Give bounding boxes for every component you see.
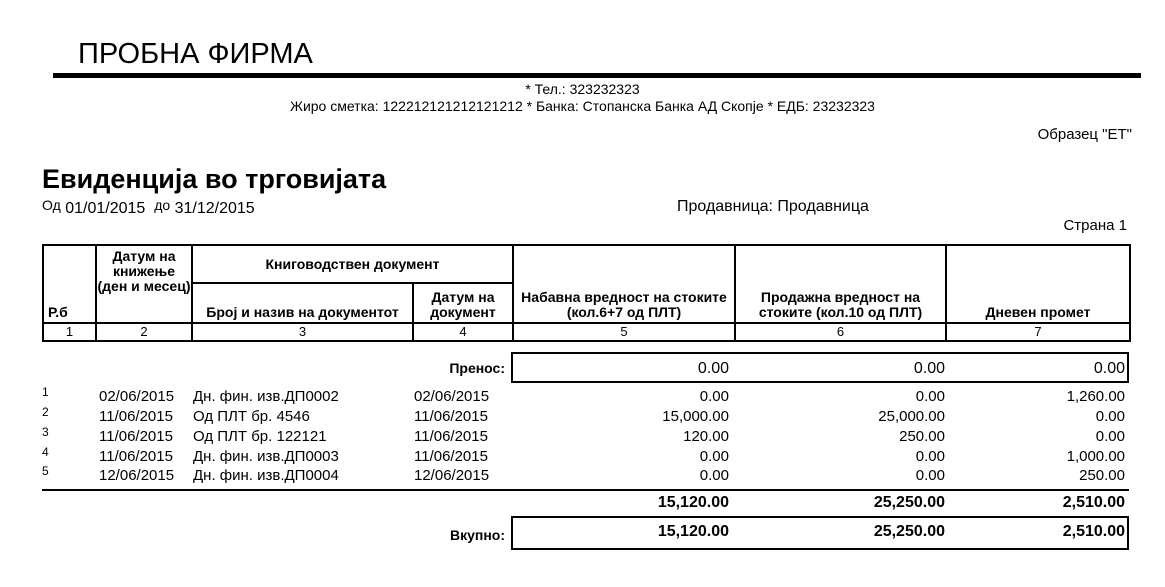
total-purchase: 15,120.00 bbox=[657, 523, 729, 540]
period-from-date: 01/01/2015 bbox=[65, 200, 146, 217]
table-row bbox=[0, 425, 1165, 448]
col-number-2: 2 bbox=[96, 323, 192, 341]
contact-phone: * Тел.: 323232323 bbox=[525, 81, 640, 97]
col-number-1: 1 bbox=[43, 323, 96, 341]
row-document: Од ПЛТ бр. 4546 bbox=[193, 408, 310, 425]
company-name: ПРОБНА ФИРМА bbox=[78, 38, 313, 70]
row-daily: 1,000.00 bbox=[1066, 448, 1125, 465]
row-sale: 25,000.00 bbox=[878, 408, 945, 425]
store-label: Продавница: Продавница bbox=[677, 198, 869, 215]
row-rb: 1 bbox=[42, 385, 49, 399]
header-rb: Р.б bbox=[43, 245, 96, 323]
total-sale: 25,250.00 bbox=[873, 523, 945, 540]
subtotal-daily: 2,510.00 bbox=[1062, 494, 1125, 511]
header-sale-value: Продажна вредност на стоките (кол.10 од ПЛТ) bbox=[735, 245, 946, 323]
row-purchase: 15,000.00 bbox=[662, 408, 729, 425]
row-daily: 0.00 bbox=[1095, 408, 1125, 425]
row-doc-date: 02/06/2015 bbox=[414, 388, 490, 405]
table-row bbox=[0, 464, 1165, 487]
row-posting-date: 02/06/2015 bbox=[99, 388, 175, 405]
row-doc-date: 11/06/2015 bbox=[414, 448, 488, 465]
period-to-label: до bbox=[154, 197, 171, 213]
header-doc-group: Книговодствен документ bbox=[192, 245, 513, 283]
col-number-6: 6 bbox=[735, 323, 946, 341]
row-rb: 4 bbox=[42, 445, 49, 459]
row-purchase: 0.00 bbox=[699, 448, 729, 465]
row-posting-date: 12/06/2015 bbox=[99, 467, 175, 484]
row-posting-date: 11/06/2015 bbox=[99, 408, 173, 425]
row-sale: 250.00 bbox=[899, 428, 945, 445]
row-sale: 0.00 bbox=[915, 448, 945, 465]
row-daily: 1,260.00 bbox=[1066, 388, 1125, 405]
row-purchase: 120.00 bbox=[683, 428, 729, 445]
carry-sale: 0.00 bbox=[913, 360, 945, 377]
table-row bbox=[0, 405, 1165, 428]
row-sale: 0.00 bbox=[915, 467, 945, 484]
carry-label: Пренос: bbox=[449, 360, 505, 376]
row-daily: 0.00 bbox=[1095, 428, 1125, 445]
carry-box bbox=[511, 352, 1129, 383]
row-document: Дн. фин. изв.ДП0004 bbox=[193, 467, 339, 484]
header-posting-date: Датум на книжење (ден и месец) bbox=[96, 245, 192, 323]
table-row bbox=[0, 385, 1165, 408]
total-box bbox=[511, 516, 1129, 550]
subtotal-rule bbox=[42, 489, 1129, 491]
col-number-4: 4 bbox=[413, 323, 513, 341]
row-document: Дн. фин. изв.ДП0003 bbox=[193, 448, 339, 465]
period-to-date: 31/12/2015 bbox=[174, 200, 255, 217]
report-title: Евиденција во трговијата bbox=[42, 164, 387, 194]
page-number: Страна 1 bbox=[1063, 217, 1127, 234]
report-period bbox=[42, 197, 255, 218]
row-purchase: 0.00 bbox=[699, 388, 729, 405]
row-document: Дн. фин. изв.ДП0002 bbox=[193, 388, 339, 405]
row-doc-date: 12/06/2015 bbox=[414, 467, 490, 484]
subtotal-sale: 25,250.00 bbox=[873, 494, 945, 511]
total-label: Вкупно: bbox=[449, 527, 505, 543]
row-doc-date: 11/06/2015 bbox=[414, 428, 488, 445]
row-doc-date: 11/06/2015 bbox=[414, 408, 488, 425]
table-row bbox=[0, 445, 1165, 468]
row-rb: 5 bbox=[42, 464, 49, 478]
row-posting-date: 11/06/2015 bbox=[99, 448, 173, 465]
row-document: Од ПЛТ бр. 122121 bbox=[193, 428, 327, 445]
header-doc-date: Датум на документ bbox=[413, 283, 513, 323]
contact-bank-line: Жиро сметка: 122212121212121212 * Банка: Стопанска Банка АД Скопје * ЕДБ: 23232323 bbox=[290, 98, 875, 114]
row-rb: 3 bbox=[42, 425, 49, 439]
row-sale: 0.00 bbox=[915, 388, 945, 405]
row-posting-date: 11/06/2015 bbox=[99, 428, 173, 445]
period-from-label: Од bbox=[42, 197, 61, 213]
total-daily: 2,510.00 bbox=[1062, 523, 1125, 540]
row-daily: 250.00 bbox=[1079, 467, 1125, 484]
col-number-7: 7 bbox=[946, 323, 1130, 341]
col-number-3: 3 bbox=[192, 323, 413, 341]
row-rb: 2 bbox=[42, 405, 49, 419]
header-doc-number: Број и назив на документот bbox=[192, 283, 413, 323]
column-header-table bbox=[42, 244, 1131, 342]
carry-daily: 0.00 bbox=[1093, 360, 1125, 377]
form-label: Образец "ЕТ" bbox=[1037, 126, 1132, 143]
header-rule bbox=[53, 73, 1141, 78]
row-purchase: 0.00 bbox=[699, 467, 729, 484]
col-number-5: 5 bbox=[513, 323, 735, 341]
header-purchase-value: Набавна вредност на стоките (кол.6+7 од ПЛТ) bbox=[513, 245, 735, 323]
carry-purchase: 0.00 bbox=[697, 360, 729, 377]
subtotal-purchase: 15,120.00 bbox=[657, 494, 729, 511]
header-daily-turnover: Дневен промет bbox=[946, 245, 1130, 323]
